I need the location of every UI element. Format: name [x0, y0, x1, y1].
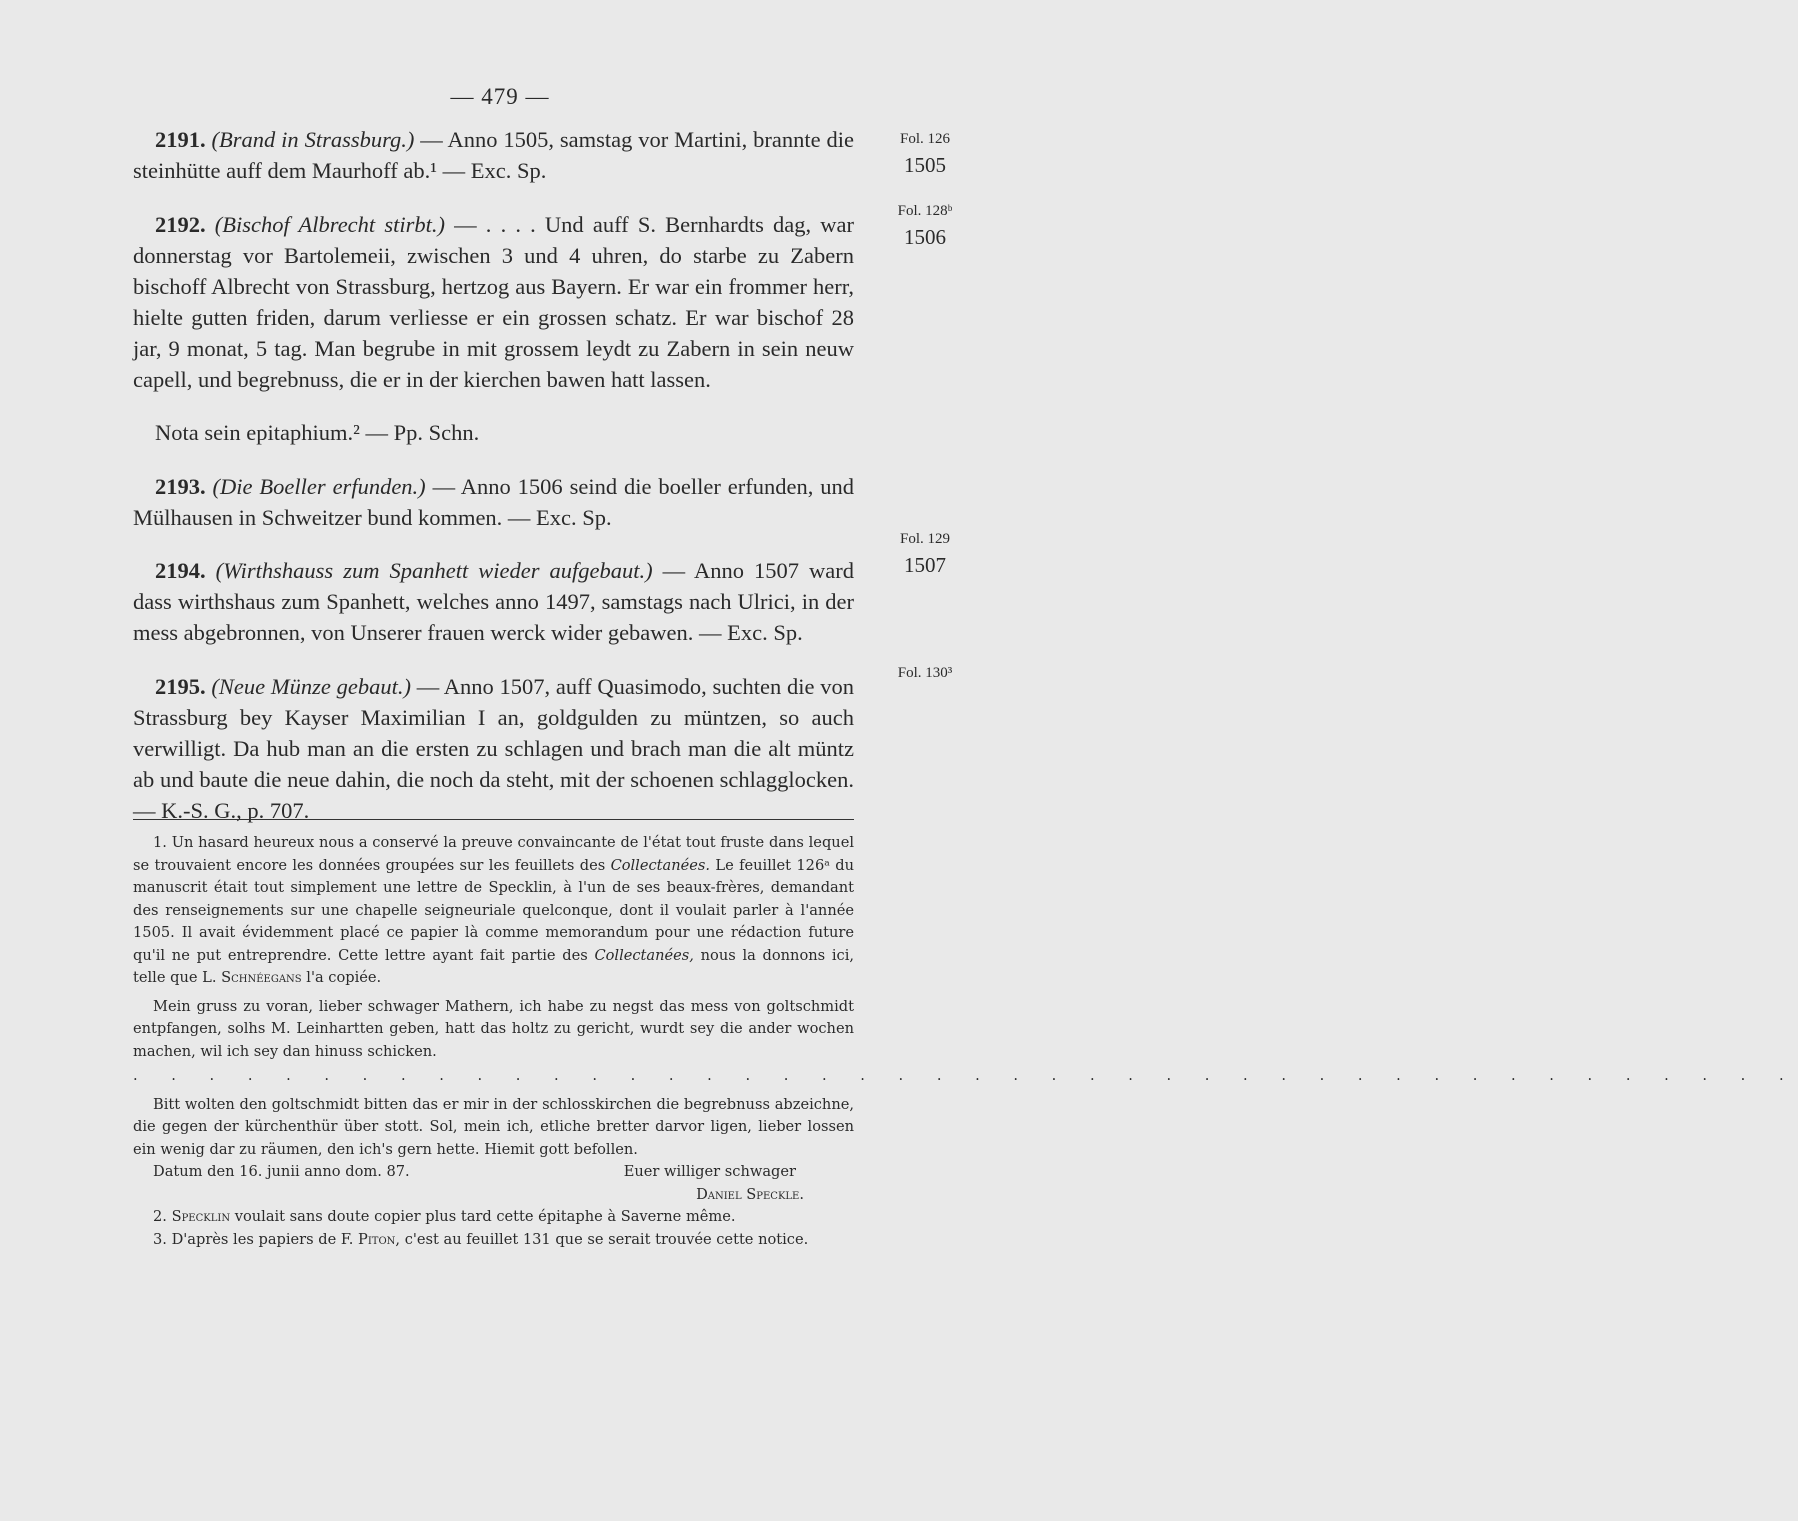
entry-title: (Neue Münze gebaut.): [211, 673, 411, 699]
letter-paragraph-2: Bitt wolten den goltschmidt bitten das er mir in der schlosskirchen die begrebnuss abzeichne, die gegen der kürchenthür über stott. Sol, mein ich, etliche bretter darvor ligen, lieber lossen ein wenig dar zu räumen, den ich's gern hette. Hiemit gott befollen.: [133, 1095, 854, 1158]
entry-text: — Anno 1507, auff Quasimodo, suchten die von Strassburg bey Kayser Maximilian I an, goldgulden zu müntzen, so auch verwilligt. Da hub man an die ersten zu schlagen und brach man die alt müntz ab und baute die neue dahin, die noch da steht, mit der schoenen schlagglocken. — K.-S. G., p. 707.: [133, 673, 854, 823]
margin-year: 1505: [904, 153, 946, 177]
footnote-text: 3. D'après les papiers de F.: [153, 1230, 359, 1248]
footnote-text: 2.: [153, 1208, 172, 1225]
footnote-text: 1. Un hasard heureux nous a conservé la preuve convaincante de l'état tout fruste dans lequel se trouvaient encore les données groupées sur les feuillets des: [133, 834, 854, 874]
footnote-italic: Collectanées.: [610, 856, 711, 874]
entry-title: (Bischof Albrecht stirbt.): [214, 211, 445, 237]
entry-2195: [133, 671, 854, 826]
folio-label: Fol. 128ᵇ: [897, 203, 953, 219]
footnote-3: [133, 1229, 854, 1252]
footnote-text: l'a copiée.: [301, 969, 382, 986]
footnote-smallcaps: Piton: [358, 1230, 396, 1248]
margin-note-fol-129: [870, 530, 980, 577]
entry-number: 2194.: [155, 558, 206, 583]
entry-title: (Wirthshauss zum Spanhett wieder aufgebaut.): [215, 558, 653, 583]
margin-note-fol-128b: [870, 202, 980, 249]
footnote-text: nous la donnons ici, telle que L.: [133, 946, 855, 986]
margin-note-fol-126: [870, 130, 980, 177]
entry-epitaph-note: Nota sein epitaphium.² — Pp. Schn.: [155, 420, 480, 445]
folio-label: Fol. 126: [899, 131, 950, 147]
margin-year: 1506: [904, 225, 946, 249]
entry-text: — . . . . Und auff S. Bernhardts dag, war donnerstag vor Bartolemeii, zwischen 3 und 4 uhren, do starbe zu Zabern bischoff Albrecht von Strassburg, hertzog aus Bayern. Er war ein frommer herr, hielte gutten friden, darum verliesse er ein grossen schatz. Er war bischof 28 jar, 9 monat, 5 tag. Man begrube in mit grossem leydt zu Zabern in sein neuw capell, und begrebnuss, die er in der kierchen bawen hatt lassen.: [133, 211, 855, 392]
entry-text: — Anno 1505, samstag vor Martini, brannte die steinhütte auff dem Maurhoff ab.¹ — Exc. Sp.: [133, 127, 855, 183]
letter-paragraph-1: Mein gruss zu voran, lieber schwager Mathern, ich habe zu negst das mess von goltschmidt entpfangen, solhs M. Leinhartten geben, hatt das holtz zu gericht, wurdt sey die ander wochen machen, wil ich sey dan hinuss schicken.: [133, 997, 854, 1060]
footnotes: [133, 832, 1798, 1251]
entry-2192: [133, 209, 854, 395]
footnote-divider: [133, 819, 854, 820]
folio-label: Fol. 130³: [897, 665, 953, 681]
entry-number: 2192.: [155, 211, 206, 237]
entry-title: (Brand in Strassburg.): [211, 127, 415, 152]
entry-number: 2191.: [155, 127, 206, 152]
entry-2191: [133, 124, 854, 186]
page-number: — 479 —: [450, 84, 550, 109]
entry-text: — Anno 1507 ward dass wirthshaus zum Spanhett, welches anno 1497, samstags nach Ulrici, in der mess abgebronnen, von Unserer frauen werck wider gebawen. — Exc. Sp.: [133, 558, 854, 645]
letter-date-row: [133, 1161, 854, 1184]
letter-closing: Euer williger schwager: [623, 1163, 796, 1180]
entry-title: (Die Boeller erfunden.): [212, 473, 426, 499]
footnote-italic: Collectanées,: [594, 946, 694, 964]
footnote-text: voulait sans doute copier plus tard cette épitaphe à Saverne même.: [230, 1208, 736, 1225]
entry-2193: [133, 471, 854, 533]
ellipsis-row: . . . . . . . . . . . . . . . . . . . . . . . . . . . . . . . . . . . . . . . . . . . .: [133, 1067, 1798, 1084]
footnote-1: [133, 832, 854, 990]
folio-label: Fol. 129: [899, 531, 950, 547]
entry-number: 2195.: [155, 673, 206, 699]
entry-2194: [133, 555, 854, 648]
entry-text: — Anno 1506 seind die boeller erfunden, und Mülhausen in Schweitzer bund kommen. — Exc. Sp.: [133, 473, 854, 530]
margin-year: 1507: [904, 553, 946, 577]
footnote-text: , c'est au feuillet 131 que se serait trouvée cette notice.: [395, 1230, 809, 1248]
letter-date: Datum den 16. junii anno dom. 87.: [153, 1163, 410, 1180]
footnote-smallcaps: Schnéegans: [221, 969, 302, 986]
margin-note-fol-130: [870, 664, 980, 682]
letter-signature: Daniel Speckle.: [696, 1185, 804, 1203]
footnote-2: [133, 1206, 854, 1229]
main-text: [133, 124, 854, 832]
footnote-smallcaps: Specklin: [171, 1208, 231, 1225]
footnote-text: Le feuillet 126ᵃ du manuscrit était tout simplement une lettre de Specklin, à l'un de ses beaux-frères, demandant des renseignements sur une chapelle seigneuriale quelconque, dont il voulait parler à l'année 1505. Il avait évidemment placé ce papier là comme memorandum pour une rédaction future qu'il ne put entreprendre. Cette lettre ayant fait partie des: [133, 856, 854, 964]
entry-number: 2193.: [155, 473, 206, 499]
